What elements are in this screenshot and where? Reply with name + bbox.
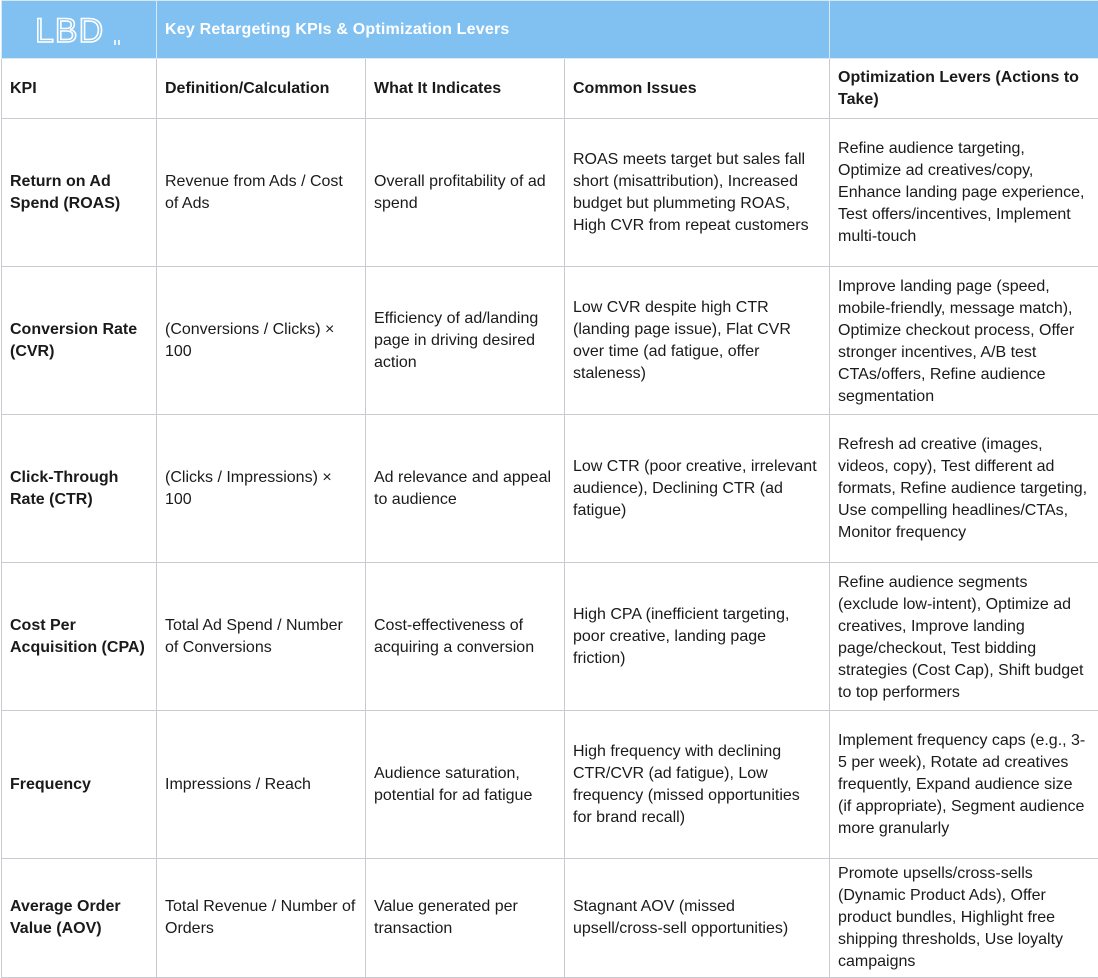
table-header-row	[2, 59, 1098, 119]
definition-cell: Total Revenue / Number of Orders	[157, 859, 366, 978]
levers-cell	[830, 267, 1098, 415]
table-row	[2, 711, 1098, 859]
column-header: Optimization Levers (Actions to Take)	[830, 59, 1098, 119]
issues-cell: Stagnant AOV (missed upsell/cross-sell opportunities)	[565, 859, 830, 978]
table-row	[2, 267, 1098, 415]
svg-text:LBD: LBD	[35, 12, 104, 48]
levers-cell	[830, 119, 1098, 267]
kpi-table	[1, 0, 1098, 978]
definition-cell: (Conversions / Clicks) × 100	[157, 267, 366, 415]
indicates-cell: Value generated per transaction	[366, 859, 565, 978]
logo-cell	[2, 1, 157, 59]
column-header: Common Issues	[565, 59, 830, 119]
kpi-cell: Return on Ad Spend (ROAS)	[2, 119, 157, 267]
kpi-cell: Click-Through Rate (CTR)	[2, 415, 157, 563]
issues-cell: High frequency with declining CTR/CVR (ad fatigue), Low frequency (missed opportunities for brand recall)	[565, 711, 830, 859]
indicates-cell: Ad relevance and appeal to audience	[366, 415, 565, 563]
lbd-logo	[10, 1, 148, 58]
column-header: What It Indicates	[366, 59, 565, 119]
definition-cell: Impressions / Reach	[157, 711, 366, 859]
levers-cell	[830, 563, 1098, 711]
kpi-cell: Frequency	[2, 711, 157, 859]
indicates-cell: Overall profitability of ad spend	[366, 119, 565, 267]
kpi-cell: Conversion Rate (CVR)	[2, 267, 157, 415]
definition-cell: Revenue from Ads / Cost of Ads	[157, 119, 366, 267]
indicates-cell: Efficiency of ad/landing page in driving desired action	[366, 267, 565, 415]
table-row	[2, 563, 1098, 711]
indicates-cell: Audience saturation, potential for ad fatigue	[366, 711, 565, 859]
levers-text: Refine audience targeting, Optimize ad creatives/copy, Enhance landing page experience, Test offers/incentives, Implement multi-touch	[838, 138, 1090, 248]
column-header: Definition/Calculation	[157, 59, 366, 119]
table-row	[2, 415, 1098, 563]
issues-cell: ROAS meets target but sales fall short (misattribution), Increased budget but plummeting ROAS, High CVR from repeat customers	[565, 119, 830, 267]
definition-cell: (Clicks / Impressions) × 100	[157, 415, 366, 563]
issues-cell: High CPA (inefficient targeting, poor creative, landing page friction)	[565, 563, 830, 711]
levers-text: Implement frequency caps (e.g., 3-5 per week), Rotate ad creatives frequently, Expand audience size (if appropriate), Segment audience more granularly	[838, 730, 1090, 840]
levers-text: Improve landing page (speed, mobile-friendly, message match), Optimize checkout process, Offer stronger incentives, A/B test CTAs/offers, Refine audience segmentation	[838, 276, 1090, 406]
kpi-cell: Average Order Value (AOV)	[2, 859, 157, 978]
page-title: Key Retargeting KPIs & Optimization Levers	[157, 1, 830, 59]
levers-text: Refresh ad creative (images, videos, copy), Test different ad formats, Refine audience targeting, Use compelling headlines/CTAs, Monitor frequency	[838, 434, 1090, 544]
levers-text: Promote upsells/cross-sells (Dynamic Product Ads), Offer product bundles, Highlight free shipping thresholds, Use loyalty campaigns	[838, 863, 1090, 973]
table-row	[2, 859, 1098, 978]
title-empty-cell	[830, 1, 1098, 59]
levers-cell	[830, 415, 1098, 563]
column-header: KPI	[2, 59, 157, 119]
levers-cell	[830, 711, 1098, 859]
issues-cell: Low CVR despite high CTR (landing page issue), Flat CVR over time (ad fatigue, offer staleness)	[565, 267, 830, 415]
indicates-cell: Cost-effectiveness of acquiring a conversion	[366, 563, 565, 711]
levers-text: Refine audience segments (exclude low-intent), Optimize ad creatives, Improve landing page/checkout, Test bidding strategies (Cost Cap), Shift budget to top performers	[838, 572, 1090, 702]
kpi-cell: Cost Per Acquisition (CPA)	[2, 563, 157, 711]
title-row	[2, 1, 1098, 59]
lbd-logo-icon	[33, 12, 125, 48]
issues-cell: Low CTR (poor creative, irrelevant audience), Declining CTR (ad fatigue)	[565, 415, 830, 563]
levers-cell	[830, 859, 1098, 978]
definition-cell: Total Ad Spend / Number of Conversions	[157, 563, 366, 711]
table-row	[2, 119, 1098, 267]
